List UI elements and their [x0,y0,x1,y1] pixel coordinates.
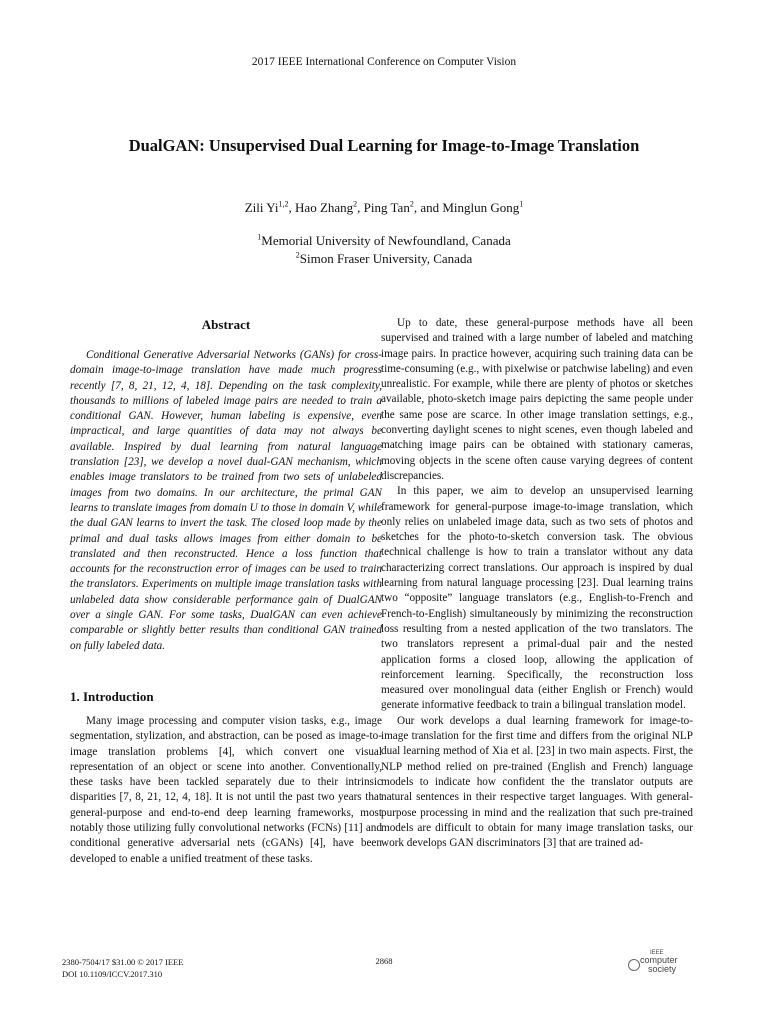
author-separator: , and [413,200,443,215]
author-affil-marker: 2 [353,199,358,209]
introduction-heading: 1. Introduction [70,688,154,704]
conference-header: 2017 IEEE International Conference on Computer Vision [251,56,517,68]
logo-line-1: computer [640,955,678,965]
author-name: Minglun Gong [442,200,520,215]
logo-line-2: society [648,964,677,974]
author-affil-marker: 2 [409,199,414,209]
abstract-text: Conditional Generative Adversarial Networks (GANs) for cross-domain image-to-image translation have made much progress recently [7, 8, 21, 12, 4, 18]. Depending on the task complexity, thousands to millions of labeled image pairs are needed to train a conditional GAN. However, human labeling is expensive, even impractical, and large quantities of data may not always be available. Inspired by dual learning from natural language translation [23], we develop a novel dual-GAN mechanism, which enables image translators to be trained from two sets of unlabeled images from two domains. In our architecture, the primal GAN learns to translate images from domain U to those in domain V, while the dual GAN learns to invert the task. The closed loop made by the primal and dual tasks allows images from either domain to be translated and then reconstructed. Hence a loss function that accounts for the reconstruction error of images can be used to train the translators. Experiments on multiple image translation tasks with unlabeled data show considerable performance gain of DualGAN over a single GAN. For some tasks, DualGAN can even achieve comparable or slightly better results than conditional GAN trained on fully labeled data. [70,349,382,652]
body-paragraph-2: In this paper, we aim to develop an unsupervised learning framework for general-purpose image-to-image translation, which only relies on unlabeled image data, such as two sets of photos and sketches for the photo-to-sketch conversion task. The obvious technical challenge is how to train a translator without any data characterizing correct translations. Our approach is inspired by dual learning from natural language processing [23]. Dual learning trains two “opposite” language translators (e.g., English-to-French and French-to-English) simultaneously by minimizing the reconstruction loss resulting from a nested application of the two translators. The two translators represent a primal-dual pair and the nested application forms a closed loop, allowing the application of reinforcement learning. Specifically, the reconstruction loss measured over monolingual data (either English or French) would generate informative feedback to train a bilingual translation model. [381,485,693,712]
abstract-heading: Abstract [201,317,251,332]
affiliation-1 [0,233,768,249]
author-name: Ping Tan [363,200,410,215]
page-number: 2868 [375,956,393,966]
author-separator: , [288,200,296,215]
right-column [381,316,693,851]
affiliation-2 [0,251,768,267]
author-affil-marker: 1 [519,199,524,209]
affil-number: 1 [257,232,262,242]
affil-name: Simon Fraser University, Canada [299,251,473,266]
author-name: Hao Zhang [295,200,354,215]
footer-issn: 2380-7504/17 $31.00 © 2017 IEEE [62,957,184,967]
affil-name: Memorial University of Newfoundland, Canada [261,233,511,248]
author-list [0,200,768,216]
author-separator: , [357,200,364,215]
affil-number: 2 [295,250,300,260]
footer-doi: DOI 10.1109/ICCV.2017.310 [62,969,163,979]
author-name: Zili Yi [244,200,279,215]
body-paragraph-1: Up to date, these general-purpose methods have all been supervised and trained with a large number of labeled and matching image pairs. In practice however, acquiring such training data can be time-consuming (e.g., with pixelwise or patchwise labeling) and even unrealistic. For example, while there are plenty of photos or sketches available, photo-sketch image pairs depicting the same people under the same pose are scarce. In other image translation settings, e.g., converting daylight scenes to night scenes, even though labeled and matching image pairs can be obtained with stationary cameras, moving objects in the scene often cause varying degrees of content discrepancies. [381,317,693,482]
computer-society-logo [626,950,696,978]
author-affil-marker: 1,2 [278,199,289,209]
body-paragraph-3: Our work develops a dual learning framework for image-to-image translation for the first time and differs from the original NLP dual learning method of Xia et al. [23] in two main aspects. First, the NLP method relied on pre-trained (English and French) language models to indicate how confident the the translator outputs are natural sentences in their respective target languages. With general-purpose processing in mind and the realization that such pre-trained models are difficult to obtain for many image translation tasks, our work develops GAN discriminators [3] that are trained ad- [381,714,693,850]
left-column [70,316,382,867]
logo-ieee-text: IEEE [650,950,664,956]
paper-title: DualGAN: Unsupervised Dual Learning for Image-to-Image Translation [128,136,640,155]
logo-circle-icon [628,959,640,971]
intro-paragraph-1: Many image processing and computer vision tasks, e.g., image segmentation, stylization, and abstraction, can be posed as image-to-image translation problems [4], which convert one visual representation of an object or scene into another. Conventionally, these tasks have been tackled separately due to their intrinsic disparities [7, 8, 21, 12, 4, 18]. It is not until the past two years that general-purpose and end-to-end deep learning frameworks, most notably those utilizing fully convolutional networks (FCNs) [11] and conditional generative adversarial nets (cGANs) [4], have been developed to enable a unified treatment of these tasks. [70,714,382,865]
